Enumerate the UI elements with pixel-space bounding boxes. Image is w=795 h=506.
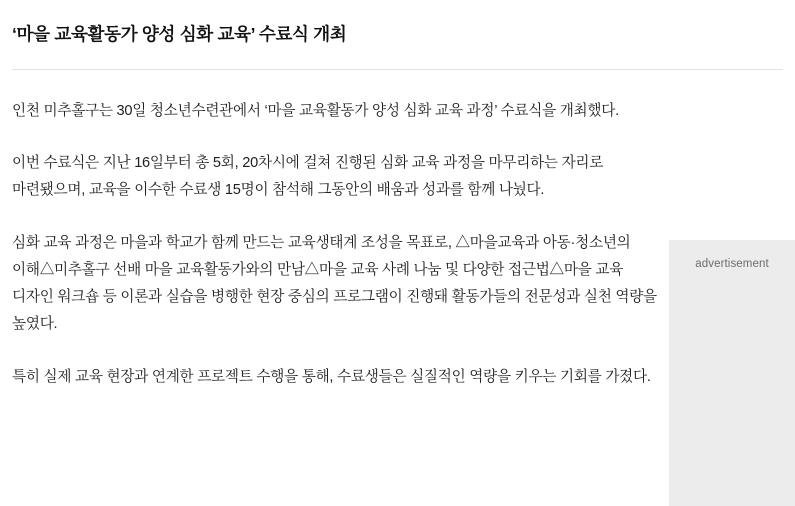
headline-divider: [12, 69, 783, 70]
advertisement-slot[interactable]: [669, 240, 795, 506]
article-paragraph: 이번 수료식은 지난 16일부터 총 5회, 20차시에 걸쳐 진행된 심화 교육 과정을 마무리하는 자리로 마련됐으며, 교육을 이수한 수료생 15명이 참석해 그동안의 배움과 성과를 함께 나눴다.: [12, 155, 604, 199]
page-title: ‘마을 교육활동가 양성 심화 교육’ 수료식 개최: [12, 24, 347, 44]
advertisement-label: advertisement: [695, 258, 769, 270]
headline-section: [0, 0, 795, 70]
article-paragraph: 특히 실제 교육 현장과 연계한 프로젝트 수행을 통해, 수료생들은 실질적인 역량을 키우는 기회를 가졌다.: [12, 369, 651, 386]
article-paragraph: 인천 미추홀구는 30일 청소년수련관에서 ‘마을 교육활동가 양성 심화 교육 과정’ 수료식을 개최했다.: [12, 102, 619, 119]
article-paragraph: 심화 교육 과정은 마을과 학교가 함께 만드는 교육생태계 조성을 목표로, △마을교육과 아동·청소년의 이해△미추홀구 선배 마을 교육활동가와의 만남△마을 교육 사례 나눔 및 다양한 접근법△마을 교육 디자인 워크숍 등 이론과 실습을 병행한 현장 중심의 프로그램이 진행돼 활동가들의 전문성과 실천 역량을 높였다.: [12, 235, 657, 333]
